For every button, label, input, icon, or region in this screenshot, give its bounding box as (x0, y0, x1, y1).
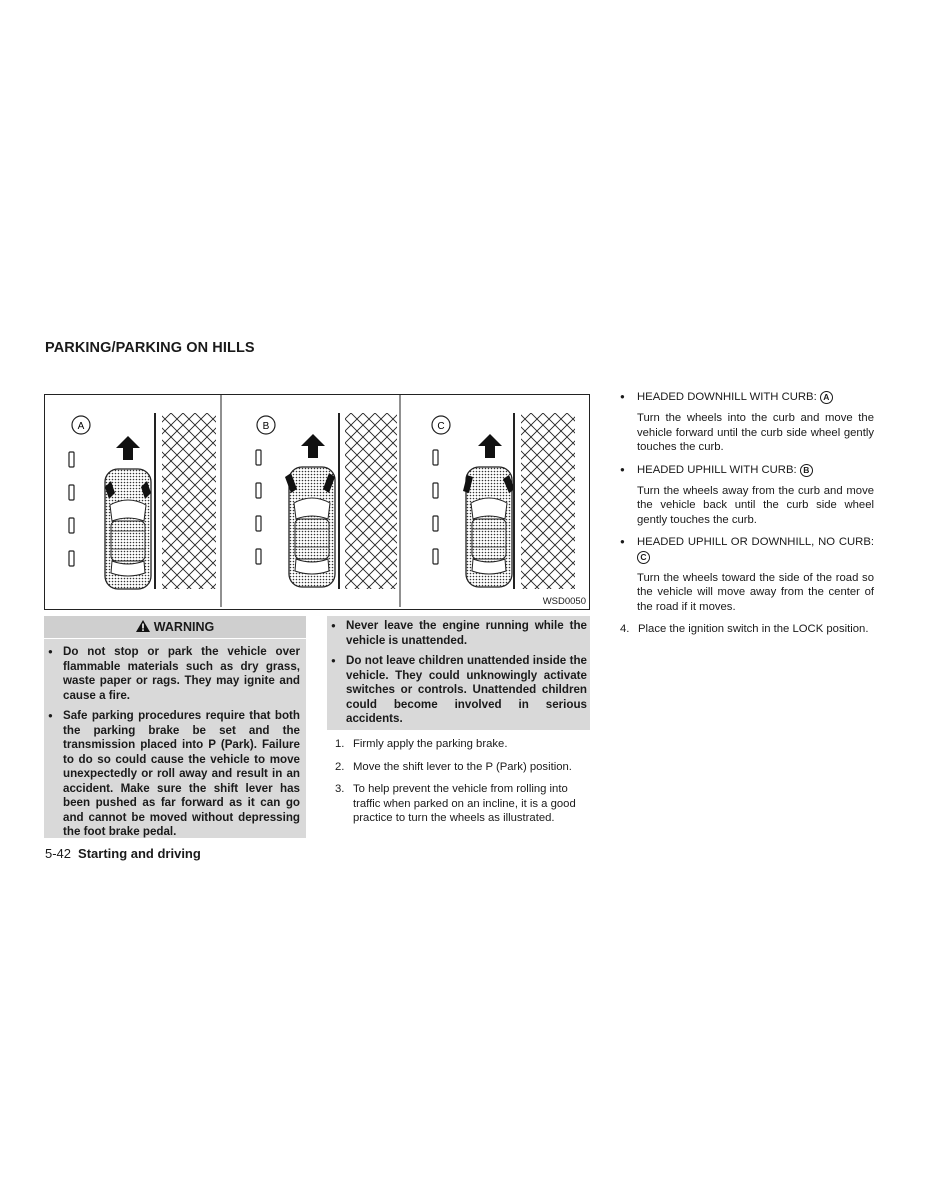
page-number: 5-42 (45, 846, 72, 861)
label-b-icon: B (800, 464, 813, 477)
panel-label-b: B (262, 421, 270, 432)
hill-conditions-column (620, 390, 874, 645)
warning-triangle-icon (136, 620, 150, 635)
panel-c (432, 413, 575, 589)
parking-diagram (45, 395, 591, 611)
warning-item: ● Do not leave children unattended inside the vehicle. They could unknowingly activate switches or controls. Unattended children could become involved in serious accidents. (330, 654, 587, 727)
parking-illustration (44, 394, 590, 610)
step-item: 3. To help prevent the vehicle from rolling into traffic when parked on an incline, it is a good practice to turn the wheels as illustrated. (335, 783, 576, 824)
step-item: 4. Place the ignition switch in the LOCK position. (620, 623, 869, 636)
warning-box-continued (327, 616, 590, 730)
warning-item: ● Never leave the engine running while the vehicle is unattended. (330, 619, 587, 648)
hill-condition: ● HEADED UPHILL WITH CURB: B Turn the wheels away from the curb and move the vehicle back until the curb side wheel gently touches the curb. (620, 463, 874, 528)
chapter-title: Starting and driving (78, 846, 201, 861)
panel-b (256, 413, 397, 589)
figure-code: WSD0050 (542, 596, 586, 607)
hill-condition: ● HEADED DOWNHILL WITH CURB: A Turn the wheels into the curb and move the vehicle forward until the curb side wheel gently touches the curb. (620, 390, 874, 455)
hill-condition: ● HEADED UPHILL OR DOWNHILL, NO CURB: C Turn the wheels toward the side of the road so the vehicle will move away from the center of the road if it moves. (620, 535, 874, 614)
panel-label-a: A (77, 421, 85, 432)
page-footer (45, 846, 201, 861)
step-item: 1. Firmly apply the parking brake. (335, 738, 508, 750)
label-c-icon: C (637, 551, 650, 564)
panel-a (69, 413, 216, 589)
section-title: PARKING/PARKING ON HILLS (45, 340, 255, 356)
procedure-steps (335, 737, 592, 834)
warning-box (44, 616, 306, 838)
panel-label-c: C (437, 421, 445, 432)
warning-header (44, 616, 306, 639)
procedure-steps-continued (620, 622, 874, 636)
warning-item: ● Do not stop or park the vehicle over flammable materials such as dry grass, waste paper or rags. They may ignite and cause a fire. (47, 645, 300, 703)
step-item: 2. Move the shift lever to the P (Park) position. (335, 760, 572, 773)
label-a-icon: A (820, 391, 833, 404)
warning-title: WARNING (153, 620, 215, 634)
warning-item: ● Safe parking procedures require that both the parking brake be set and the transmission placed into P (Park). Failure to do so could cause the vehicle to move unexpectedly or roll away and result in an accident. Make sure the shift lever has been pushed as far forward as it can go and cannot be moved without depressing the foot brake pedal. (47, 709, 300, 840)
